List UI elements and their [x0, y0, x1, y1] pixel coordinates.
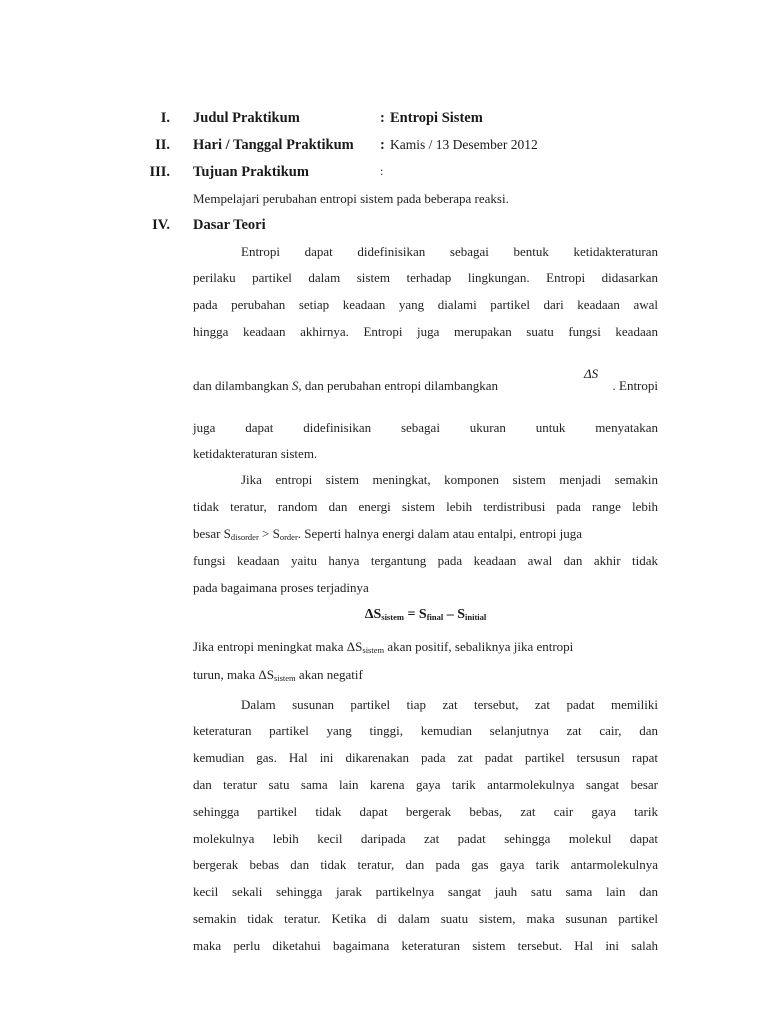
- colon: :: [380, 110, 385, 126]
- judul-value: Entropi Sistem: [390, 110, 483, 126]
- paragraph-line: perilaku partikel dalam sistem terhadap lingkungan. Entropi didasarkan: [193, 270, 658, 285]
- paragraph-line: Jika entropi sistem meningkat, komponen sistem menjadi semakin: [241, 472, 658, 487]
- section-number: IV.: [152, 217, 170, 233]
- paragraph-line: pada bagaimana proses terjadinya: [193, 580, 369, 595]
- section-number: III.: [149, 164, 170, 180]
- paragraph-line: tidak teratur, random dan energi sistem lebih terdistribusi pada range lebih: [193, 499, 658, 514]
- tanggal-value: Kamis / 13 Desember 2012: [390, 137, 538, 152]
- paragraph-line: Dalam susunan partikel tiap zat tersebut, zat padat memiliki: [241, 697, 658, 712]
- paragraph-line: Entropi dapat didefinisikan sebagai bentuk ketidakteraturan: [241, 244, 658, 259]
- paragraph-line: keteraturan partikel yang tinggi, kemudian selanjutnya zat cair, dan: [193, 723, 658, 738]
- paragraph-line: semakin tidak teratur. Ketika di dalam suatu sistem, maka susunan partikel: [193, 911, 658, 926]
- delta-s-symbol: ΔS: [584, 366, 599, 381]
- paragraph-line-subscripts: Jika entropi meningkat maka $\Delta S_{sistem}$ akan positif, sebaliknya jika entropi: [193, 639, 574, 655]
- section-number: II.: [155, 137, 170, 153]
- colon: :: [380, 164, 384, 178]
- entropy-equation: $\Delta S_{sistem} = S_{final} - S_{initial}$: [364, 607, 487, 622]
- paragraph-line: pada perubahan setiap keadaan yang dialami partikel dari keadaan awal: [193, 297, 658, 312]
- paragraph-line: fungsi keadaan yaitu hanya tergantung pada keadaan awal dan akhir tidak: [193, 553, 658, 568]
- paragraph-line: sehingga partikel tidak dapat bergerak bebas, zat cair gaya tarik: [193, 804, 658, 819]
- paragraph-line: molekulnya lebih kecil daripada zat padat sehingga molekul dapat: [193, 831, 658, 846]
- paragraph-line-symbol: dan dilambangkan S, dan perubahan entropi dilambangkan: [193, 378, 499, 393]
- section-number: I.: [160, 110, 170, 126]
- colon: :: [380, 137, 385, 153]
- paragraph-line-end: . Entropi: [612, 378, 658, 393]
- paragraph-line-subscripts: besar $S_{disorder} > S_{order}$. Seperti halnya energi dalam atau entalpi, entropi juga: [193, 526, 582, 542]
- paragraph-line: dan teratur satu sama lain karena gaya tarik antarmolekulnya sangat besar: [193, 777, 658, 792]
- paragraph-line-subscripts: turun, maka $\Delta S_{sistem}$ akan negatif: [193, 667, 363, 683]
- paragraph-line: bergerak bebas dan tidak teratur, dan pada gas gaya tarik antarmolekulnya: [193, 857, 658, 872]
- paragraph-line: juga dapat didefinisikan sebagai ukuran untuk menyatakan: [193, 420, 658, 435]
- paragraph-line: kecil sekali sehingga jarak partikelnya sangat jauh satu sama lain dan: [193, 884, 658, 899]
- paragraph-line: ketidakteraturan sistem.: [193, 446, 318, 461]
- section-label: Dasar Teori: [193, 217, 266, 233]
- section-label: Hari / Tanggal Praktikum: [193, 137, 354, 153]
- paragraph-line: maka perlu diketahui bagaimana keteraturan sistem tersebut. Hal ini salah: [193, 938, 658, 953]
- section-label: Judul Praktikum: [193, 110, 300, 126]
- paragraph-line: kemudian gas. Hal ini dikarenakan pada zat padat partikel tersusun rapat: [193, 750, 658, 765]
- entropy-symbol: S: [291, 378, 299, 393]
- section-label: Tujuan Praktikum: [193, 164, 309, 180]
- tujuan-text: Mempelajari perubahan entropi sistem pada beberapa reaksi.: [193, 191, 509, 206]
- paragraph-line: hingga keadaan akhirnya. Entropi juga merupakan suatu fungsi keadaan: [193, 324, 658, 339]
